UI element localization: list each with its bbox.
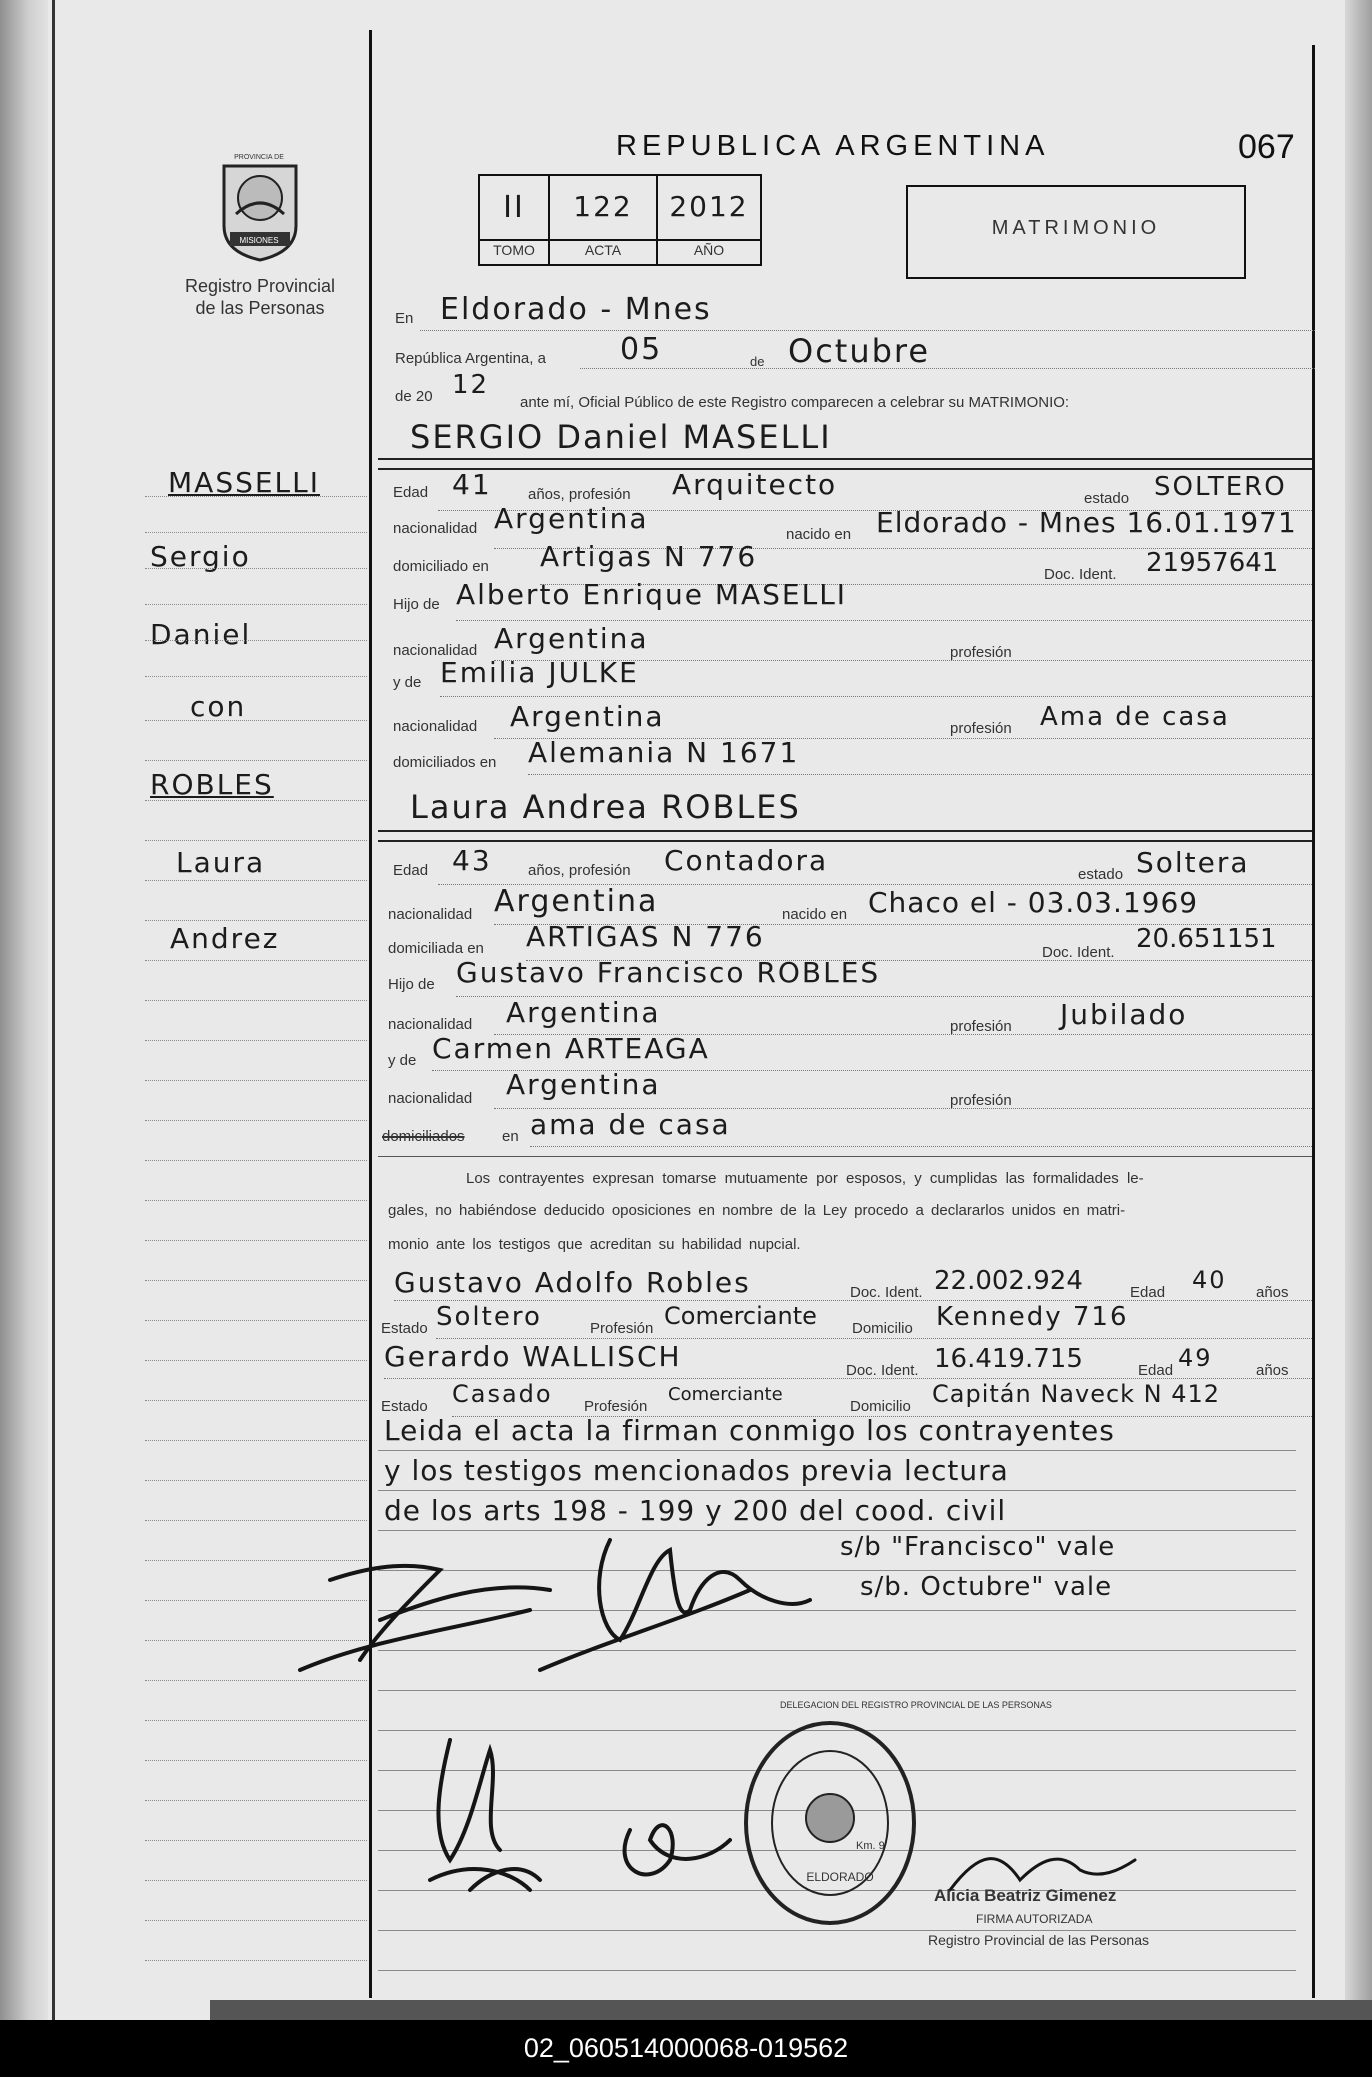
margin-line-5: ROBLES bbox=[150, 768, 274, 801]
bride-full-name: Laura Andrea ROBLES bbox=[410, 788, 801, 826]
stamp-number: Km. 9 bbox=[856, 1840, 885, 1852]
groom-parents-address-label: domiciliados en bbox=[393, 754, 497, 771]
de-label: de bbox=[750, 354, 765, 369]
groom-address: Artigas N 776 bbox=[540, 540, 758, 573]
groom-father-nationality: Argentina bbox=[494, 622, 649, 655]
groom-father-profession-label: profesión bbox=[950, 644, 1012, 661]
witness1-status-label: Estado bbox=[381, 1320, 428, 1337]
margin-line-3: Daniel bbox=[150, 618, 252, 651]
witness2-years-label: años bbox=[1256, 1362, 1289, 1379]
witness1-years-label: años bbox=[1256, 1284, 1289, 1301]
bride-profession: Contadora bbox=[664, 844, 829, 877]
ano-label: AÑO bbox=[693, 242, 725, 258]
book-spine bbox=[52, 0, 55, 2020]
margin-line-2: Sergio bbox=[150, 540, 251, 573]
witness2-doc: 16.419.715 bbox=[934, 1344, 1083, 1374]
groom-status-label: estado bbox=[1084, 490, 1130, 507]
margin-line-4: con bbox=[190, 690, 247, 723]
bride-age: 43 bbox=[452, 844, 492, 877]
bride-father-nationality: Argentina bbox=[506, 996, 661, 1029]
groom-address-label: domiciliado en bbox=[393, 558, 489, 575]
acta-value: 122 bbox=[573, 190, 633, 223]
margin-line-7: Andrez bbox=[170, 922, 280, 955]
groom-civil-status: SOLTERO bbox=[1154, 472, 1287, 502]
page-number: 067 bbox=[1238, 128, 1295, 166]
closing-line3: de los arts 198 - 199 y 200 del cood. civil bbox=[384, 1494, 1007, 1527]
logo-bottom-text: MISIONES bbox=[239, 236, 279, 245]
witness2-profession-label: Profesión bbox=[584, 1398, 648, 1415]
province-seal-icon bbox=[214, 156, 306, 262]
acta-label: ACTA bbox=[584, 242, 622, 258]
bride-parents-address: ama de casa bbox=[530, 1108, 731, 1141]
groom-full-name: SERGIO Daniel MASELLI bbox=[410, 418, 832, 456]
groom-nationality: Argentina bbox=[494, 502, 649, 535]
witness-signatures-icon bbox=[410, 1720, 770, 1910]
scan-id-footer: 02_060514000068-019562 bbox=[0, 2020, 1372, 2077]
witness2-profession: Comerciante bbox=[668, 1384, 783, 1405]
bride-civil-status: Soltera bbox=[1136, 846, 1250, 879]
bride-father-profession-label: profesión bbox=[950, 1018, 1012, 1035]
stamp-city: ELDORADO bbox=[806, 1870, 874, 1884]
closing-line4: s/b "Francisco" vale bbox=[840, 1532, 1116, 1562]
logo-top-text: PROVINCIA DE bbox=[234, 154, 284, 161]
groom-birth: Eldorado - Mnes 16.01.1971 bbox=[876, 506, 1297, 539]
witness2-name: Gerardo WALLISCH bbox=[384, 1340, 682, 1373]
closing-line5: s/b. Octubre" vale bbox=[860, 1572, 1113, 1602]
authority-role: FIRMA AUTORIZADA bbox=[976, 1912, 1093, 1926]
witness1-civil-status: Soltero bbox=[436, 1302, 542, 1332]
bride-mother-profession-label: profesión bbox=[950, 1092, 1012, 1109]
groom-father: Alberto Enrique MASELLI bbox=[456, 578, 848, 611]
witness2-age: 49 bbox=[1178, 1344, 1213, 1372]
marriage-place: Eldorado - Mnes bbox=[440, 292, 712, 327]
bride-mother-nationality: Argentina bbox=[506, 1068, 661, 1101]
bride-address: ARTIGAS N 776 bbox=[526, 920, 765, 953]
groom-mother-nationality-label: nacionalidad bbox=[393, 718, 478, 735]
groom-mother-profession-label: profesión bbox=[950, 720, 1012, 737]
bride-parents-en-label: en bbox=[502, 1128, 519, 1145]
bride-mother: Carmen ARTEAGA bbox=[432, 1032, 710, 1065]
tomo-acta-ano-box bbox=[478, 174, 762, 266]
groom-profession: Arquitecto bbox=[672, 468, 838, 501]
groom-mother: Emilia JULKE bbox=[440, 656, 639, 689]
groom-age-label: Edad bbox=[393, 484, 429, 501]
authority-name: Alicia Beatriz Gimenez bbox=[934, 1886, 1117, 1905]
bride-parents-address-label-struck: domiciliados bbox=[382, 1128, 465, 1145]
year-suffix: 12 bbox=[452, 370, 490, 400]
witness1-profession: Comerciante bbox=[664, 1302, 817, 1330]
declaration-line1: Los contrayentes expresan tomarse mutuamente por esposos, y cumplidas las formalidades le- bbox=[466, 1170, 1144, 1187]
groom-mother-nationality: Argentina bbox=[510, 700, 665, 733]
groom-profession-label: años, profesión bbox=[528, 486, 631, 503]
groom-father-label: Hijo de bbox=[393, 596, 440, 613]
page-edge bbox=[1345, 0, 1372, 2020]
right-frame-line bbox=[1312, 45, 1315, 1998]
record-type-box bbox=[906, 185, 1246, 279]
bride-doc: 20.651151 bbox=[1136, 924, 1277, 954]
en-label: En bbox=[395, 310, 414, 327]
marriage-month: Octubre bbox=[788, 332, 931, 370]
registry-stamp-icon bbox=[740, 1718, 920, 1928]
bride-address-label: domiciliada en bbox=[388, 940, 484, 957]
registry-name-line1: Registro Provincial bbox=[184, 276, 336, 296]
witness1-age: 40 bbox=[1192, 1266, 1227, 1294]
marriage-day: 05 bbox=[620, 332, 663, 367]
groom-parents-address: Alemania N 1671 bbox=[528, 736, 800, 769]
book-binding bbox=[0, 0, 48, 2020]
witness1-address: Kennedy 716 bbox=[936, 1302, 1129, 1332]
witness1-age-label: Edad bbox=[1130, 1284, 1166, 1301]
margin-line-1: MASSELLI bbox=[168, 466, 321, 499]
groom-age: 41 bbox=[452, 468, 492, 501]
registry-name-line2: de las Personas bbox=[195, 298, 325, 318]
record-type-label: MATRIMONIO bbox=[991, 217, 1161, 239]
declaration-line2: gales, no habiéndose deducido oposiciones en nombre de la Ley procedo a declararlos unidos en matri- bbox=[388, 1202, 1126, 1219]
authority-office: Registro Provincial de las Personas bbox=[928, 1932, 1149, 1948]
witness2-address: Capitán Naveck N 412 bbox=[932, 1380, 1221, 1408]
groom-nationality-label: nacionalidad bbox=[393, 520, 478, 537]
witness2-civil-status: Casado bbox=[452, 1380, 553, 1408]
bride-birth: Chaco el - 03.03.1969 bbox=[868, 886, 1199, 919]
bride-father-label: Hijo de bbox=[388, 976, 435, 993]
witness2-address-label: Domicilio bbox=[850, 1398, 911, 1415]
contrayentes-signatures-icon bbox=[290, 1520, 830, 1680]
witness1-doc-label: Doc. Ident. bbox=[850, 1284, 923, 1301]
bride-father-profession: Jubilado bbox=[1060, 998, 1188, 1031]
left-frame-line bbox=[369, 30, 372, 1998]
bride-father: Gustavo Francisco ROBLES bbox=[456, 956, 881, 989]
bride-mother-nationality-label: nacionalidad bbox=[388, 1090, 473, 1107]
witness2-status-label: Estado bbox=[381, 1398, 428, 1415]
groom-father-nationality-label: nacionalidad bbox=[393, 642, 478, 659]
groom-mother-profession: Ama de casa bbox=[1040, 702, 1230, 732]
witness1-doc: 22.002.924 bbox=[934, 1266, 1083, 1296]
closing-line2: y los testigos mencionados previa lectura bbox=[384, 1454, 1009, 1487]
closing-line1: Leida el acta la firman conmigo los contrayentes bbox=[384, 1414, 1115, 1447]
bride-mother-label: y de bbox=[388, 1052, 417, 1069]
bride-status-label: estado bbox=[1078, 866, 1124, 883]
bride-father-nationality-label: nacionalidad bbox=[388, 1016, 473, 1033]
groom-doc: 21957641 bbox=[1146, 548, 1279, 578]
witness1-address-label: Domicilio bbox=[852, 1320, 913, 1337]
witness2-doc-label: Doc. Ident. bbox=[846, 1362, 919, 1379]
declaration-line3: monio ante los testigos que acreditan su habilidad nupcial. bbox=[388, 1236, 801, 1253]
bride-birth-label: nacido en bbox=[782, 906, 848, 923]
witness1-profession-label: Profesión bbox=[590, 1320, 654, 1337]
bride-profession-label: años, profesión bbox=[528, 862, 631, 879]
tomo-value: II bbox=[503, 190, 525, 225]
ano-value: 2012 bbox=[669, 190, 749, 223]
bride-nationality-label: nacionalidad bbox=[388, 906, 473, 923]
groom-mother-label: y de bbox=[393, 674, 422, 691]
republica-label: República Argentina, a bbox=[395, 350, 546, 367]
stamp-ring-text: DELEGACION DEL REGISTRO PROVINCIAL DE LAS PERSONAS bbox=[780, 1700, 1052, 1710]
margin-line-6: Laura bbox=[176, 846, 266, 879]
intro-statement: ante mí, Oficial Público de este Registro comparecen a celebrar su MATRIMONIO: bbox=[520, 394, 1070, 411]
country-title: REPUBLICA ARGENTINA bbox=[616, 130, 1050, 162]
witness1-name: Gustavo Adolfo Robles bbox=[394, 1266, 751, 1299]
tomo-label: TOMO bbox=[493, 242, 535, 258]
year-prefix: de 20 bbox=[395, 388, 433, 405]
groom-doc-label: Doc. Ident. bbox=[1044, 566, 1117, 583]
bride-nationality: Argentina bbox=[494, 884, 659, 919]
bride-doc-label: Doc. Ident. bbox=[1042, 944, 1115, 961]
bride-age-label: Edad bbox=[393, 862, 429, 879]
witness2-age-label: Edad bbox=[1138, 1362, 1174, 1379]
groom-birth-label: nacido en bbox=[786, 526, 852, 543]
